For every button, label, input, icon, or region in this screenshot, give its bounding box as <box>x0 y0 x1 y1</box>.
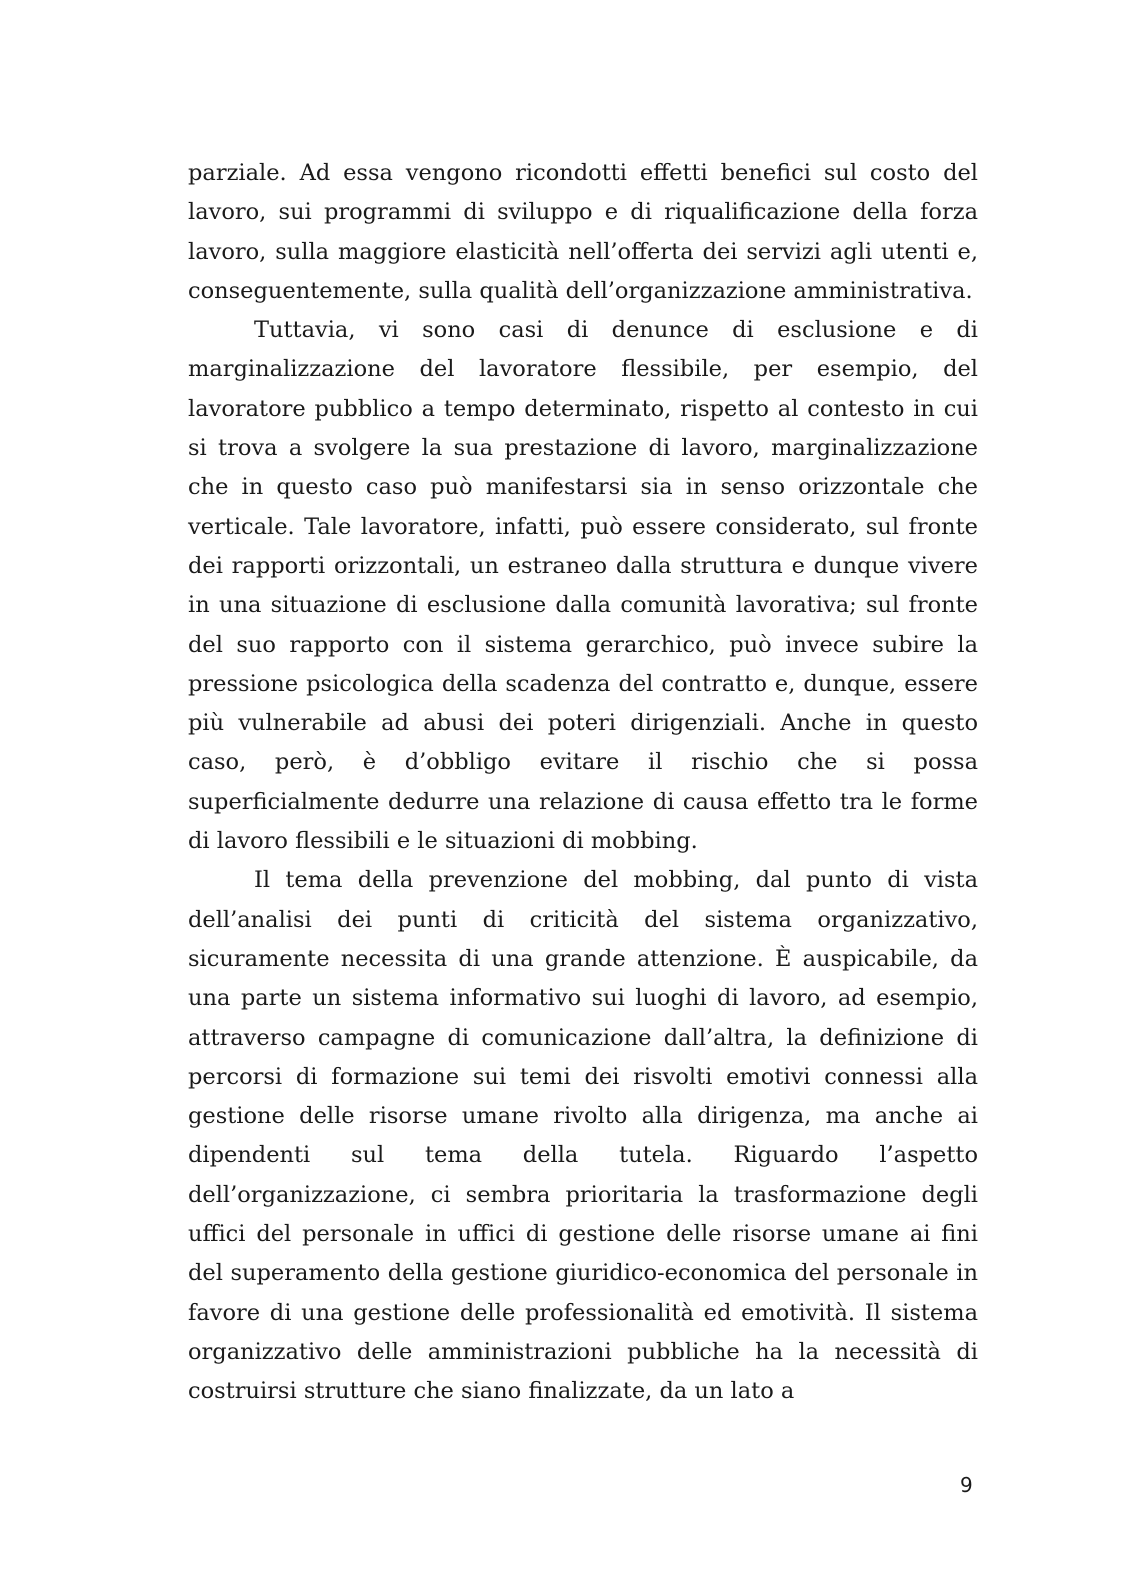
paragraph-continuation: parziale. Ad essa vengono ricondotti effetti benefici sul costo del lavoro, sui programmi di sviluppo e di riqualificazione della forza lavoro, sulla maggiore elasticità nell’offerta dei servizi agli utenti e, conseguentemente, sulla qualità dell’organizzazione amministrativa. <box>188 160 978 304</box>
page-number: 9 <box>960 1473 973 1497</box>
body-text <box>188 154 978 1412</box>
paragraph-mobbing-prevention: Il tema della prevenzione del mobbing, dal punto di vista dell’analisi dei punti di criticità del sistema organizzativo, sicuramente necessita di una grande attenzione. È auspicabile, da una parte un sistema informativo sui luoghi di lavoro, ad esempio, attraverso campagne di comunicazione dall’altra, la definizione di percorsi di formazione sui temi dei risvolti emotivi connessi alla gestione delle risorse umane rivolto alla dirigenza, ma anche ai dipendenti sul tema della tutela. Riguardo l’aspetto dell’organizzazione, ci sembra prioritaria la trasformazione degli uffici del personale in uffici di gestione delle risorse umane ai fini del superamento della gestione giuridico-economica del personale in favore di una gestione delle professionalità ed emotività. Il sistema organizzativo delle amministrazioni pubbliche ha la necessità di costruirsi strutture che siano finalizzate, da un lato a <box>188 867 978 1405</box>
paragraph-flexible-worker: Tuttavia, vi sono casi di denunce di esclusione e di marginalizzazione del lavoratore flessibile, per esempio, del lavoratore pubblico a tempo determinato, rispetto al contesto in cui si trova a svolgere la sua prestazione di lavoro, marginalizzazione che in questo caso può manifestarsi sia in senso orizzontale che verticale. Tale lavoratore, infatti, può essere considerato, sul fronte dei rapporti orizzontali, un estraneo dalla struttura e dunque vivere in una situazione di esclusione dalla comunità lavorativa; sul fronte del suo rapporto con il sistema gerarchico, può invece subire la pressione psicologica della scadenza del contratto e, dunque, essere più vulnerabile ad abusi dei poteri dirigenziali. Anche in questo caso, però, è d’obbligo evitare il rischio che si possa superficialmente dedurre una relazione di causa effetto tra le forme di lavoro flessibili e le situazioni di mobbing. <box>188 317 978 855</box>
